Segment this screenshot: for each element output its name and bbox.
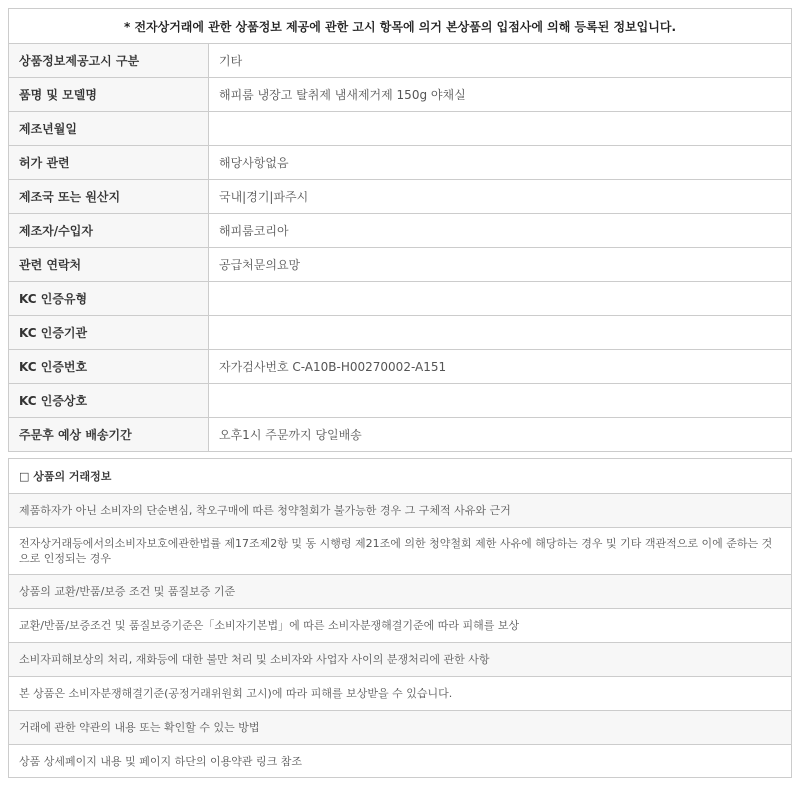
table-row — [9, 350, 792, 384]
product-info-table — [8, 43, 792, 452]
row-value: 자가검사번호 C-A10B-H00270002-A151 — [209, 350, 792, 384]
notice-header: * 전자상거래에 관한 상품정보 제공에 관한 고시 항목에 의거 본상품의 입점사에 의해 등록된 정보입니다. — [8, 8, 792, 44]
table-row — [9, 78, 792, 112]
row-value — [209, 316, 792, 350]
row-value: 국내|경기|파주시 — [209, 180, 792, 214]
row-label: KC 인증유형 — [9, 282, 209, 316]
row-label: 상품정보제공고시 구분 — [9, 44, 209, 78]
row-label: 제조국 또는 원산지 — [9, 180, 209, 214]
trade-info-question: 거래에 관한 약관의 내용 또는 확인할 수 있는 방법 — [9, 710, 791, 744]
trade-info-question: 제품하자가 아닌 소비자의 단순변심, 착오구매에 따른 청약철회가 불가능한 경우 그 구체적 사유와 근거 — [9, 493, 791, 527]
table-row — [9, 316, 792, 350]
row-value: 해피룸 냉장고 탈취제 냄새제거제 150g 야채실 — [209, 78, 792, 112]
table-row — [9, 112, 792, 146]
row-value: 공급처문의요망 — [209, 248, 792, 282]
table-row — [9, 384, 792, 418]
table-row — [9, 180, 792, 214]
table-row — [9, 418, 792, 452]
table-row — [9, 44, 792, 78]
row-label: 주문후 예상 배송기간 — [9, 418, 209, 452]
row-label: 제조년월일 — [9, 112, 209, 146]
row-value: 해피룸코리아 — [209, 214, 792, 248]
row-value — [209, 112, 792, 146]
row-label: KC 인증번호 — [9, 350, 209, 384]
row-label: 제조자/수입자 — [9, 214, 209, 248]
table-row — [9, 146, 792, 180]
row-label: 허가 관련 — [9, 146, 209, 180]
row-label: KC 인증상호 — [9, 384, 209, 418]
row-value: 기타 — [209, 44, 792, 78]
table-row — [9, 248, 792, 282]
trade-info-answer: 상품 상세페이지 내용 및 페이지 하단의 이용약관 링크 참조 — [9, 744, 791, 777]
row-value: 해당사항없음 — [209, 146, 792, 180]
row-label: 관련 연락처 — [9, 248, 209, 282]
product-info-page — [8, 8, 792, 778]
trade-info-question: 상품의 교환/반품/보증 조건 및 품질보증 기준 — [9, 574, 791, 608]
row-value — [209, 384, 792, 418]
trade-info-answer: 전자상거래등에서의소비자보호에관한법률 제17조제2항 및 동 시행령 제21조에 의한 청약철회 제한 사유에 해당하는 경우 및 기타 객관적으로 이에 준하는 것으로 인정되는 경우 — [9, 527, 791, 574]
trade-info-question: 소비자피해보상의 처리, 재화등에 대한 불만 처리 및 소비자와 사업자 사이의 분쟁처리에 관한 사항 — [9, 642, 791, 676]
row-label: KC 인증기관 — [9, 316, 209, 350]
row-label: 품명 및 모델명 — [9, 78, 209, 112]
row-value — [209, 282, 792, 316]
table-row — [9, 214, 792, 248]
table-row — [9, 282, 792, 316]
trade-info-answer: 교환/반품/보증조건 및 품질보증기준은「소비자기본법」에 따른 소비자분쟁해결기준에 따라 피해를 보상 — [9, 608, 791, 642]
trade-info-answer: 본 상품은 소비자분쟁해결기준(공정거래위원회 고시)에 따라 피해를 보상받을 수 있습니다. — [9, 676, 791, 710]
trade-info-section — [8, 458, 792, 778]
row-value: 오후1시 주문까지 당일배송 — [209, 418, 792, 452]
trade-info-title: □ 상품의 거래정보 — [19, 469, 112, 483]
